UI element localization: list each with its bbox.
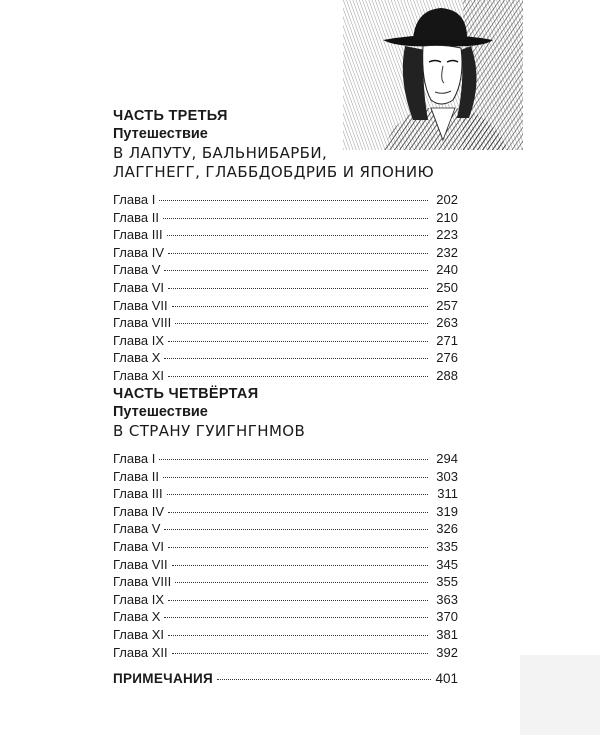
chapter-label: Глава X	[113, 350, 161, 366]
page-number: 392	[436, 644, 458, 660]
part-title: ЧАСТЬ ТРЕТЬЯ	[113, 108, 228, 124]
leader-dots	[164, 270, 428, 271]
toc-entry[interactable]	[113, 557, 458, 575]
journey-heading: Путешествие	[113, 126, 208, 142]
toc-entry[interactable]	[113, 192, 458, 210]
toc-entry[interactable]	[113, 350, 458, 368]
leader-dots	[168, 512, 428, 513]
chapter-label: Глава IX	[113, 332, 165, 348]
chapter-label: Глава XII	[113, 644, 168, 660]
page-number: 240	[436, 262, 458, 278]
page-number: 288	[436, 367, 458, 383]
leader-dots	[175, 582, 428, 583]
chapter-label: Глава XI	[113, 626, 165, 642]
leader-dots	[159, 200, 428, 201]
toc-entry[interactable]	[113, 315, 458, 333]
subtitle-line: В ЛАПУТУ, БАЛЬНИБАРБИ,	[113, 144, 328, 162]
page-number: 311	[437, 486, 458, 502]
chapter-label: Глава V	[113, 521, 161, 537]
leader-dots	[172, 306, 428, 307]
page-number: 370	[436, 609, 458, 625]
chapter-label: Глава III	[113, 486, 163, 502]
page-number: 263	[436, 315, 458, 331]
leader-dots	[159, 459, 428, 460]
toc-entry[interactable]	[113, 539, 458, 557]
toc-entry[interactable]	[113, 227, 458, 245]
part-three-section	[113, 108, 458, 386]
leader-dots	[217, 679, 431, 680]
toc-entry[interactable]	[113, 521, 458, 539]
page-number: 210	[436, 209, 458, 225]
leader-dots	[168, 376, 428, 377]
toc-entry[interactable]	[113, 504, 458, 522]
chapter-label: Глава VII	[113, 556, 168, 572]
page-number: 345	[436, 556, 458, 572]
toc-entry[interactable]	[113, 486, 458, 504]
chapter-label: Глава I	[113, 192, 156, 207]
toc-entry[interactable]	[113, 609, 458, 627]
page-number: 223	[436, 227, 458, 243]
subtitle-line: В СТРАНУ ГУИГНГНМОВ	[113, 422, 306, 440]
toc-entry[interactable]	[113, 574, 458, 592]
page-number: 250	[436, 279, 458, 295]
leader-dots	[163, 218, 428, 219]
page-number: 232	[436, 244, 458, 260]
chapter-label: Глава VII	[113, 297, 168, 313]
leader-dots	[172, 653, 428, 654]
leader-dots	[168, 341, 428, 342]
page-number: 257	[436, 297, 458, 313]
toc-list	[113, 192, 458, 386]
leader-dots	[164, 529, 428, 530]
chapter-label: Глава IV	[113, 244, 165, 260]
chapter-label: Глава V	[113, 262, 161, 278]
chapter-label: Глава I	[113, 451, 156, 466]
toc-entry[interactable]	[113, 280, 458, 298]
leader-dots	[168, 635, 428, 636]
leader-dots	[168, 288, 428, 289]
toc-entry-notes[interactable]	[113, 671, 458, 686]
leader-dots	[172, 565, 428, 566]
chapter-label: Глава X	[113, 609, 161, 625]
chapter-label: Глава IV	[113, 503, 165, 519]
part-four-section	[113, 386, 458, 662]
toc-entry[interactable]	[113, 469, 458, 487]
page-number: 326	[436, 521, 458, 537]
page-number: 363	[436, 591, 458, 607]
page-number: 202	[436, 192, 458, 207]
toc-entry[interactable]	[113, 627, 458, 645]
chapter-label: Глава VI	[113, 538, 165, 554]
chapter-label: Глава XI	[113, 367, 165, 383]
toc-entry[interactable]	[113, 333, 458, 351]
leader-dots	[167, 235, 428, 236]
toc-entry[interactable]	[113, 592, 458, 610]
page-number: 381	[436, 626, 458, 642]
leader-dots	[175, 323, 428, 324]
chapter-label: Глава VIII	[113, 315, 172, 331]
leader-dots	[164, 358, 428, 359]
chapter-label: Глава II	[113, 468, 159, 484]
page-number: 335	[436, 538, 458, 554]
toc-entry[interactable]	[113, 298, 458, 316]
leader-dots	[168, 253, 428, 254]
leader-dots	[168, 600, 428, 601]
page-number: 271	[436, 332, 458, 348]
chapter-label: Глава III	[113, 227, 163, 243]
leader-dots	[168, 547, 428, 548]
chapter-label: Глава IX	[113, 591, 165, 607]
toc-entry[interactable]	[113, 210, 458, 228]
page-number: 276	[436, 350, 458, 366]
journey-heading: Путешествие	[113, 404, 208, 420]
page-number: 294	[436, 451, 458, 466]
toc-entry[interactable]	[113, 368, 458, 386]
toc-entry[interactable]	[113, 262, 458, 280]
leader-dots	[163, 477, 428, 478]
chapter-label: Глава II	[113, 209, 159, 225]
toc-list	[113, 451, 458, 662]
page-number: 355	[436, 574, 458, 590]
toc-entry[interactable]	[113, 245, 458, 263]
page-number: 401	[435, 671, 458, 686]
page-number: 303	[436, 468, 458, 484]
toc-entry[interactable]	[113, 451, 458, 469]
notes-label: ПРИМЕЧАНИЯ	[113, 671, 214, 686]
chapter-label: Глава VIII	[113, 574, 172, 590]
part-title: ЧАСТЬ ЧЕТВЁРТАЯ	[113, 386, 259, 402]
leader-dots	[164, 617, 428, 618]
leader-dots	[167, 494, 428, 495]
page-number: 319	[436, 503, 458, 519]
subtitle-line: ЛАГГНЕГГ, ГЛАББДОБДРИБ И ЯПОНИЮ	[113, 163, 435, 181]
toc-entry[interactable]	[113, 645, 458, 663]
chapter-label: Глава VI	[113, 279, 165, 295]
